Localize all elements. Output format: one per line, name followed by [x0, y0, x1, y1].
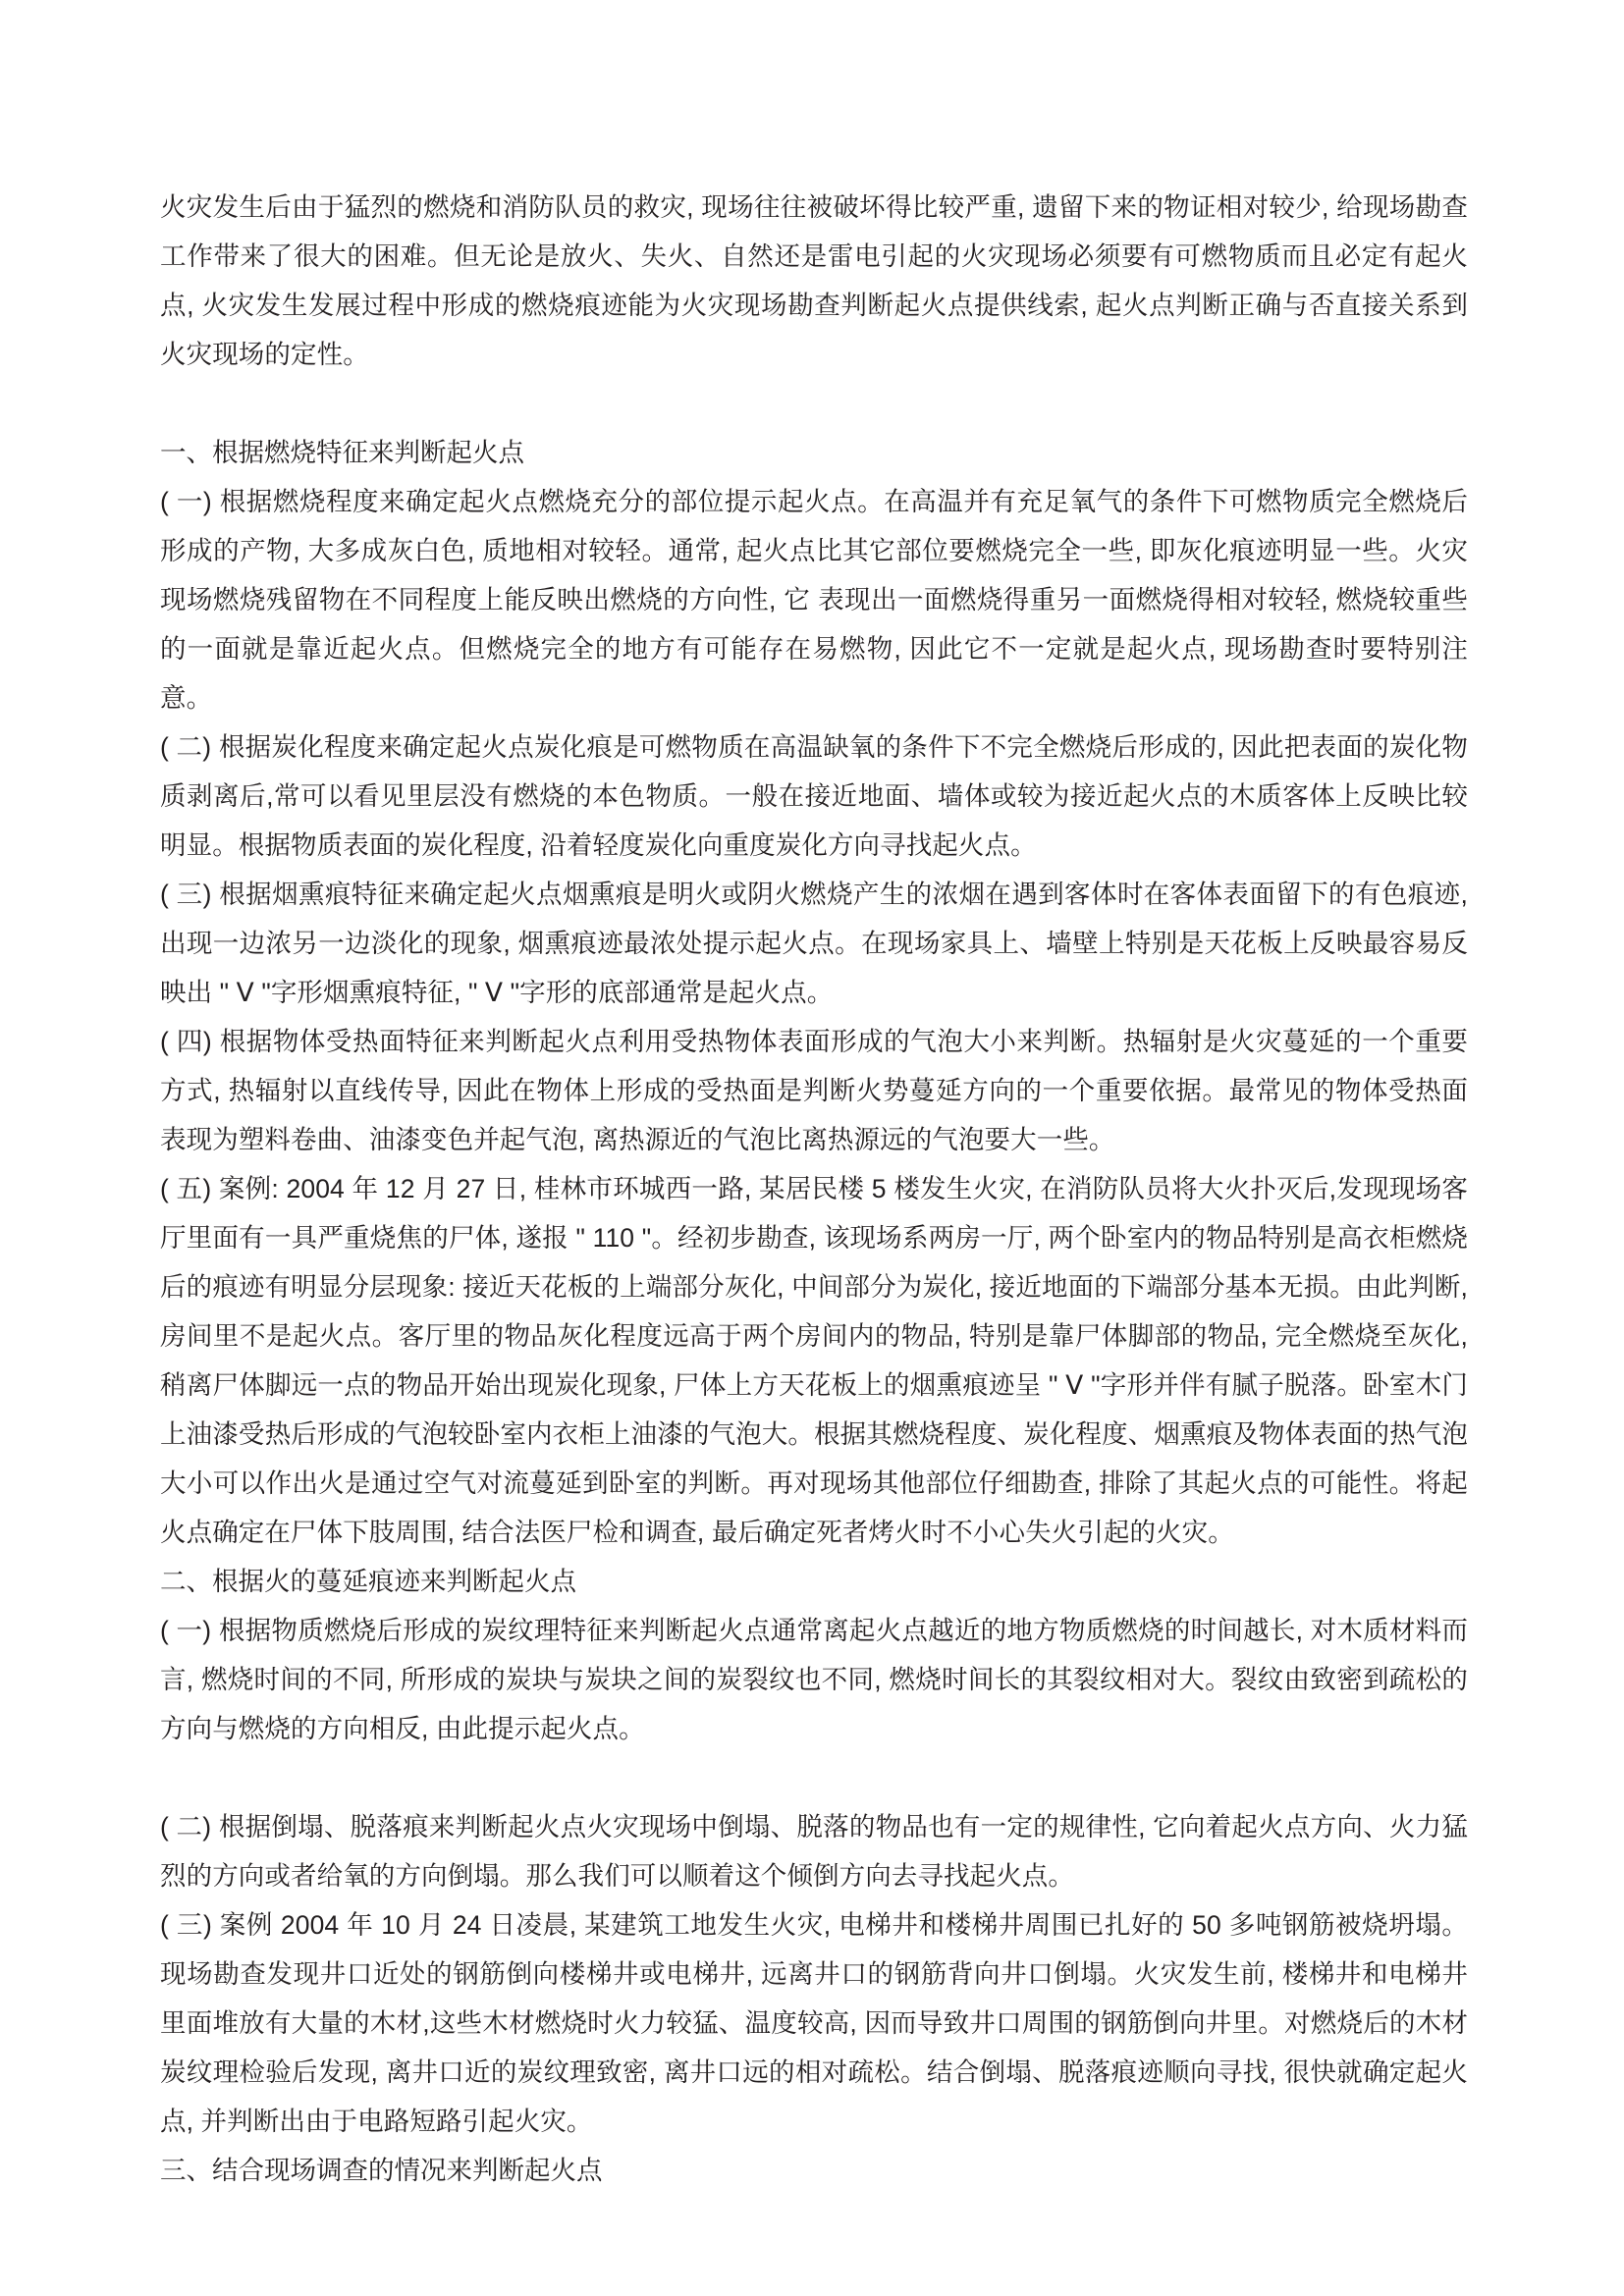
heading-section-1: 一、根据燃烧特征来判断起火点 [160, 438, 524, 467]
paragraph-section-2-item-3: ( 三) 案例 2004 年 10 月 24 日凌晨, 某建筑工地发生火灾, 电梯井和楼梯井周围已扎好的 50 多吨钢筋被烧坍塌。现场勘查发现井口近处的钢筋倒向楼梯井或电梯井, 远离井口的钢筋背向井口倒塌。火灾发生前, 楼梯井和电梯井里面堆放有大量的木材,这些木材燃烧时火力较猛、温度较高, 因而导致井口周围的钢筋倒向井里。对燃烧后的木材炭纹理检验后发现, 离井口近的炭纹理致密, 离井口远的相对疏松。结合倒塌、脱落痕迹顺向寻找, 很快就确定起火点, 并判断出由于电路短路引起火灾。 [160, 1910, 1468, 2136]
paragraph-spacer [160, 1753, 1468, 1802]
paragraph-section-2-item-1: ( 一) 根据物质燃烧后形成的炭纹理特征来判断起火点通常离起火点越近的地方物质燃烧的时间越长, 对木质材料而言, 燃烧时间的不同, 所形成的炭块与炭块之间的炭裂纹也不同, 燃烧时间长的其裂纹相对大。裂纹由致密到疏松的方向与燃烧的方向相反, 由此提示起火点。 [160, 1616, 1468, 1743]
paragraph-section-1-item-4: ( 四) 根据物体受热面特征来判断起火点利用受热物体表面形成的气泡大小来判断。热辐射是火灾蔓延的一个重要方式, 热辐射以直线传导, 因此在物体上形成的受热面是判断火势蔓延方向的一个重要依据。最常见的物体受热面表现为塑料卷曲、油漆变色并起气泡, 离热源近的气泡比离热源远的气泡要大一些。 [160, 1027, 1468, 1154]
paragraph-section-1-item-3: ( 三) 根据烟熏痕特征来确定起火点烟熏痕是明火或阴火燃烧产生的浓烟在遇到客体时在客体表面留下的有色痕迹, 出现一边浓另一边淡化的现象, 烟熏痕迹最浓处提示起火点。在现场家具上、墙壁上特别是天花板上反映最容易反映出 " Ⅴ "字形烟熏痕特征, " Ⅴ "字形的底部通常是起火点。 [160, 880, 1468, 1007]
heading-section-2: 二、根据火的蔓延痕迹来判断起火点 [160, 1567, 576, 1596]
document-body [160, 183, 1468, 2195]
paragraph-section-1-item-1: ( 一) 根据燃烧程度来确定起火点燃烧充分的部位提示起火点。在高温并有充足氧气的条件下可燃物质完全燃烧后形成的产物, 大多成灰白色, 质地相对较轻。通常, 起火点比其它部位要燃烧完全一些, 即灰化痕迹明显一些。火灾现场燃烧残留物在不同程度上能反映出燃烧的方向性, 它 表现出一面燃烧得重另一面燃烧得相对较轻, 燃烧较重些的一面就是靠近起火点。但燃烧完全的地方有可能存在易燃物, 因此它不一定就是起火点, 现场勘查时要特别注意。 [160, 487, 1468, 713]
paragraph-section-1-item-5: ( 五) 案例: 2004 年 12 月 27 日, 桂林市环城西一路, 某居民楼 5 楼发生火灾, 在消防队员将大火扑灭后,发现现场客厅里面有一具严重烧焦的尸体, 遂报 " 110 "。经初步勘查, 该现场系两房一厅, 两个卧室内的物品特别是高衣柜燃烧后的痕迹有明显分层现象: 接近天花板的上端部分灰化, 中间部分为炭化, 接近地面的下端部分基本无损。由此判断, 房间里不是起火点。客厅里的物品灰化程度远高于两个房间内的物品, 特别是靠尸体脚部的物品, 完全燃烧至灰化, 稍离尸体脚远一点的物品开始出现炭化现象, 尸体上方天花板上的烟熏痕迹呈 " Ⅴ "字形并伴有腻子脱落。卧室木门上油漆受热后形成的气泡较卧室内衣柜上油漆的气泡大。根据其燃烧程度、炭化程度、烟熏痕及物体表面的热气泡大小可以作出火是通过空气对流蔓延到卧室的判断。再对现场其他部位仔细勘查, 排除了其起火点的可能性。将起火点确定在尸体下肢周围, 结合法医尸检和调查, 最后确定死者烤火时不小心失火引起的火灾。 [160, 1174, 1468, 1547]
heading-section-3: 三、结合现场调查的情况来判断起火点 [160, 2156, 603, 2185]
paragraph-section-2-item-2: ( 二) 根据倒塌、脱落痕来判断起火点火灾现场中倒塌、脱落的物品也有一定的规律性, 它向着起火点方向、火力猛烈的方向或者给氧的方向倒塌。那么我们可以顺着这个倾倒方向去寻找起火点。 [160, 1812, 1468, 1891]
paragraph-intro: 火灾发生后由于猛烈的燃烧和消防队员的救灾, 现场往往被破坏得比较严重, 遗留下来的物证相对较少, 给现场勘查工作带来了很大的困难。但无论是放火、失火、自然还是雷电引起的火灾现场必须要有可燃物质而且必定有起火点, 火灾发生发展过程中形成的燃烧痕迹能为火灾现场勘查判断起火点提供线索, 起火点判断正确与否直接关系到火灾现场的定性。 [160, 192, 1468, 369]
paragraph-section-1-item-2: ( 二) 根据炭化程度来确定起火点炭化痕是可燃物质在高温缺氧的条件下不完全燃烧后形成的, 因此把表面的炭化物质剥离后,常可以看见里层没有燃烧的本色物质。一般在接近地面、墙体或较为接近起火点的木质客体上反映比较明显。根据物质表面的炭化程度, 沿着轻度炭化向重度炭化方向寻找起火点。 [160, 732, 1468, 860]
